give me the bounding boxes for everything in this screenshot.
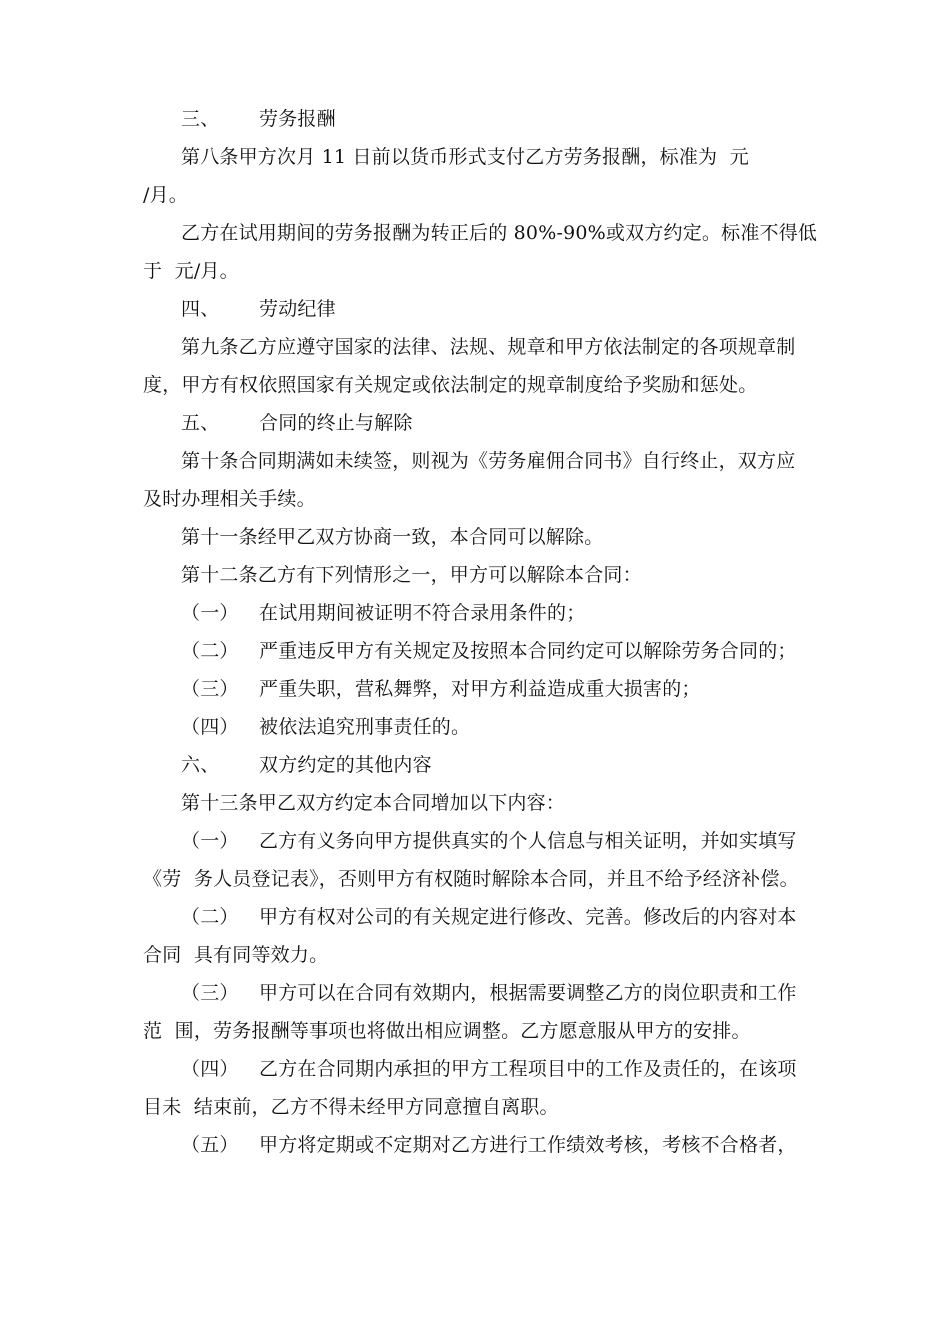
list-item [181,600,585,626]
item-number: （三） [181,678,239,700]
section-number: 四、 [181,298,220,320]
item-number: （五） [181,1134,239,1156]
list-item [181,828,797,854]
item-number: （三） [181,982,239,1004]
section-title: 劳动纪律 [259,298,336,320]
article-10-line-2: 及时办理相关手续。 [143,488,316,510]
article-10-line-1: 第十条合同期满如未续签，则视为《劳务雇佣合同书》自行终止，双方应 [181,450,796,472]
section-title: 合同的终止与解除 [259,412,413,434]
section-heading-5 [181,410,413,436]
item-text: 甲方有权对公司的有关规定进行修改、完善。修改后的内容对本 [259,906,797,928]
list-item [181,980,797,1006]
section-number: 五、 [181,412,220,434]
article-8-line-1: 第八条甲方次月 11 日前以货币形式支付乙方劳务报酬，标准为 元 [181,146,749,168]
list-item [181,638,797,664]
section-title: 双方约定的其他内容 [259,754,432,776]
article-9-line-2: 度，甲方有权依照国家有关规定或依法制定的规章制度给予奖励和惩处。 [143,374,758,396]
article-13: 第十三条甲乙双方约定本合同增加以下内容： [181,792,566,814]
list-item [181,676,701,702]
list-item [181,1056,797,1082]
item-text: 甲方将定期或不定期对乙方进行工作绩效考核，考核不合格者， [259,1134,797,1156]
article-12: 第十二条乙方有下列情形之一，甲方可以解除本合同： [181,564,642,586]
list-item-continuation: 《劳 务人员登记表》，否则甲方有权随时解除本合同，并且不给予经济补偿。 [143,868,799,890]
item-text: 乙方在合同期内承担的甲方工程项目中的工作及责任的，在该项 [259,1058,797,1080]
section-number: 六、 [181,754,220,776]
item-text: 严重失职，营私舞弊，对甲方利益造成重大损害的； [259,678,701,700]
trial-pay-line-2: 于 元/月。 [143,260,239,282]
item-number: （四） [181,716,239,738]
item-text: 在试用期间被证明不符合录用条件的； [259,602,586,624]
list-item-continuation: 目未 结束前，乙方不得未经甲方同意擅自离职。 [143,1096,559,1118]
section-number: 三、 [181,108,220,130]
list-item-continuation: 合同 具有同等效力。 [143,944,329,966]
item-number: （四） [181,1058,239,1080]
section-heading-3 [181,106,336,132]
article-11: 第十一条经甲乙双方协商一致，本合同可以解除。 [181,526,604,548]
item-number: （一） [181,830,239,852]
item-number: （二） [181,640,239,662]
list-item-continuation: 范 围，劳务报酬等事项也将做出相应调整。乙方愿意服从甲方的安排。 [143,1020,751,1042]
item-text: 严重违反甲方有关规定及按照本合同约定可以解除劳务合同的； [259,640,797,662]
list-item [181,1132,797,1158]
item-text: 甲方可以在合同有效期内，根据需要调整乙方的岗位职责和工作 [259,982,797,1004]
item-number: （一） [181,602,239,624]
trial-pay-line-1: 乙方在试用期间的劳务报酬为转正后的 80%-90%或双方约定。标准不得低 [181,222,818,244]
section-heading-6 [181,752,432,778]
item-text: 乙方有义务向甲方提供真实的个人信息与相关证明，并如实填写 [259,830,797,852]
item-text: 被依法追究刑事责任的。 [259,716,471,738]
section-heading-4 [181,296,336,322]
list-item [181,714,470,740]
article-8-line-2: /月。 [143,184,189,206]
item-number: （二） [181,906,239,928]
article-9-line-1: 第九条乙方应遵守国家的法律、法规、规章和甲方依法制定的各项规章制 [181,336,796,358]
section-title: 劳务报酬 [259,108,336,130]
list-item [181,904,797,930]
